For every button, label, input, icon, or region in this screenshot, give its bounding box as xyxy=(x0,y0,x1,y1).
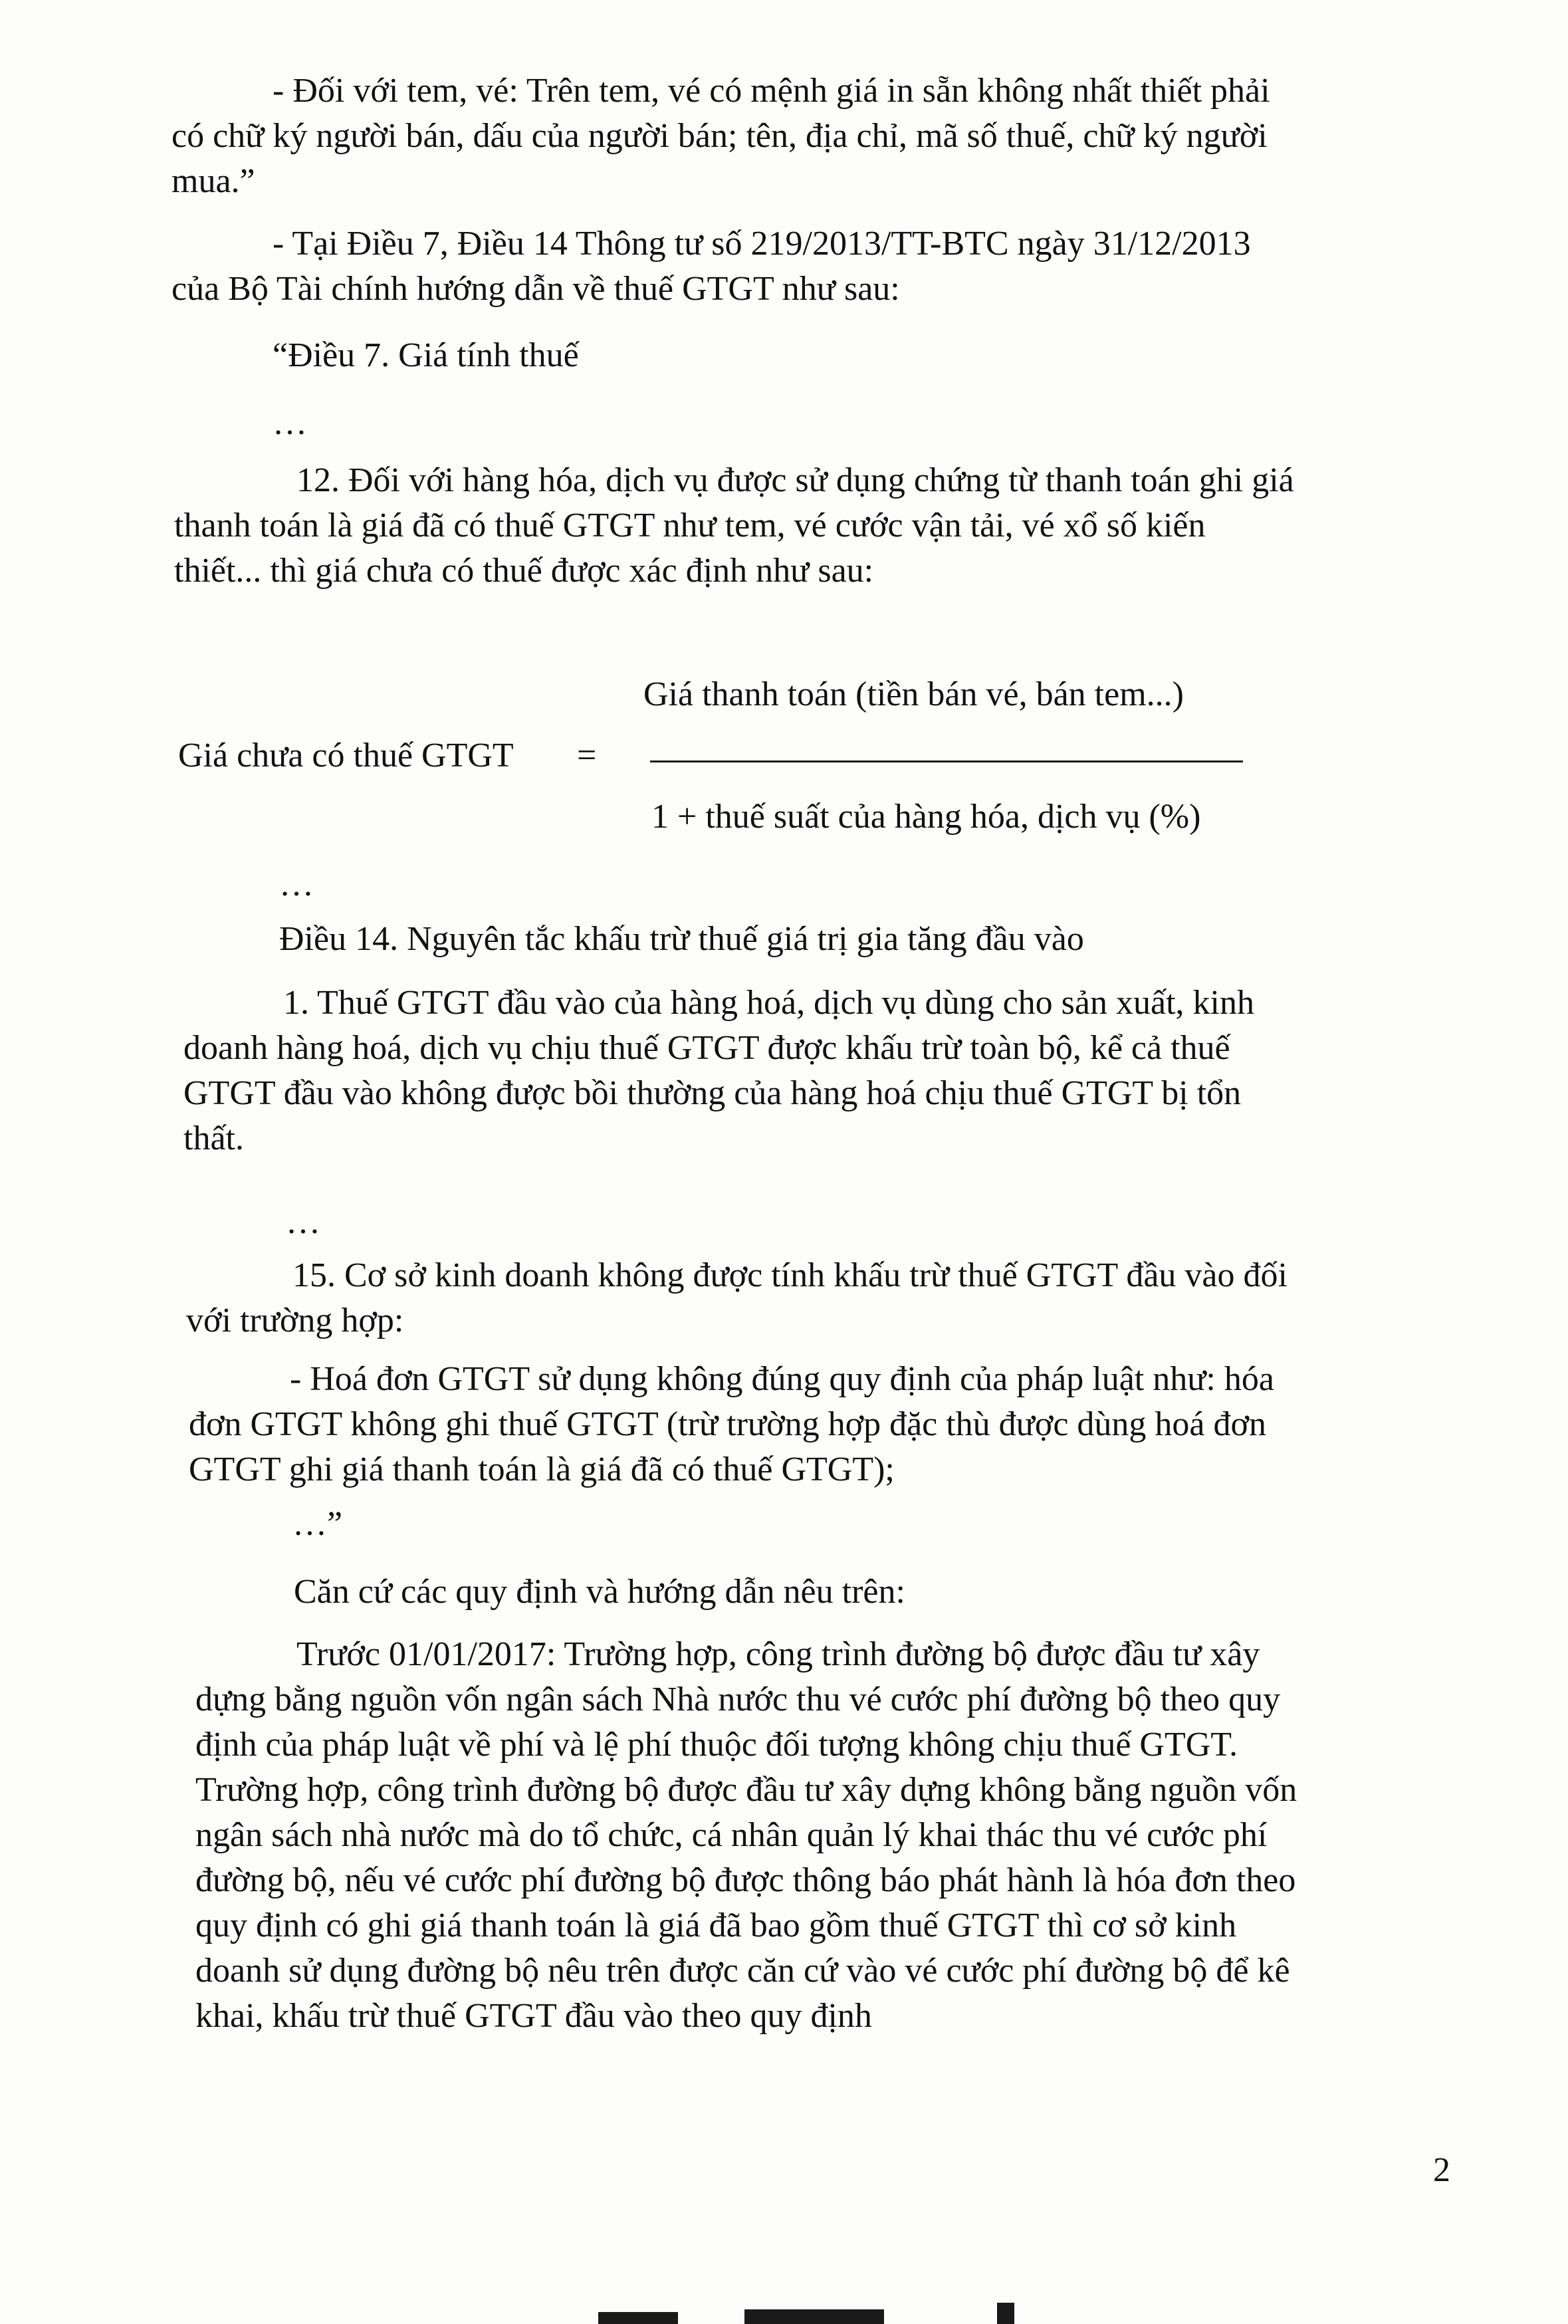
text-line: Trước 01/01/2017: Trường hợp, công trình đường bộ được đầu tư xây xyxy=(296,1635,1260,1673)
fraction-bar xyxy=(650,760,1243,762)
text-line: “Điều 7. Giá tính thuế xyxy=(273,336,579,374)
text-line: Trường hợp, công trình đường bộ được đầu tư xây dựng không bằng nguồn vốn xyxy=(195,1771,1297,1809)
text-line: với trường hợp: xyxy=(186,1302,404,1339)
formula-equals: = xyxy=(577,737,597,774)
text-line: dựng bằng nguồn vốn ngân sách Nhà nước thu vé cước phí đường bộ theo quy xyxy=(195,1681,1281,1718)
text-line: thiết... thì giá chưa có thuế được xác định như sau: xyxy=(174,552,874,590)
ellipsis: … xyxy=(279,866,314,903)
formula-numerator: Giá thanh toán (tiền bán vé, bán tem...) xyxy=(643,675,1184,713)
text-line: đơn GTGT không ghi thuế GTGT (trừ trường hợp đặc thù được dùng hoá đơn xyxy=(189,1405,1267,1443)
text-line: mua.” xyxy=(171,162,255,200)
text-line: - Hoá đơn GTGT sử dụng không đúng quy định của pháp luật như: hóa xyxy=(290,1360,1274,1398)
text-line: có chữ ký người bán, dấu của người bán; tên, địa chỉ, mã số thuế, chữ ký người xyxy=(171,117,1268,155)
text-line: đường bộ, nếu vé cước phí đường bộ được thông báo phát hành là hóa đơn theo xyxy=(195,1861,1296,1899)
ellipsis: … xyxy=(273,404,307,442)
text-line: 1. Thuế GTGT đầu vào của hàng hoá, dịch vụ dùng cho sản xuất, kinh xyxy=(283,984,1254,1022)
text-line: 15. Cơ sở kinh doanh không được tính khấu trừ thuế GTGT đầu vào đối xyxy=(292,1256,1288,1294)
text-line: quy định có ghi giá thanh toán là giá đã bao gồm thuế GTGT thì cơ sở kinh xyxy=(195,1907,1237,1944)
scan-artifact xyxy=(598,2312,678,2324)
text-line: GTGT ghi giá thanh toán là giá đã có thuế GTGT); xyxy=(189,1451,895,1488)
formula-lhs: Giá chưa có thuế GTGT xyxy=(178,737,514,774)
text-line: doanh hàng hoá, dịch vụ chịu thuế GTGT được khấu trừ toàn bộ, kể cả thuế xyxy=(183,1029,1230,1067)
ellipsis: …” xyxy=(292,1505,343,1543)
text-line: khai, khấu trừ thuế GTGT đầu vào theo quy định xyxy=(195,1997,872,2035)
ellipsis: … xyxy=(286,1203,320,1241)
text-line: Điều 14. Nguyên tắc khấu trừ thuế giá trị gia tăng đầu vào xyxy=(279,920,1084,958)
text-line: của Bộ Tài chính hướng dẫn về thuế GTGT như sau: xyxy=(171,270,900,308)
text-line: ngân sách nhà nước mà do tổ chức, cá nhân quản lý khai thác thu vé cước phí xyxy=(195,1816,1268,1854)
scan-artifact xyxy=(997,2303,1014,2324)
text-line: Căn cứ các quy định và hướng dẫn nêu trên: xyxy=(294,1573,905,1611)
formula-denominator: 1 + thuế suất của hàng hóa, dịch vụ (%) xyxy=(651,798,1201,836)
text-line: - Đối với tem, vé: Trên tem, vé có mệnh giá in sẵn không nhất thiết phải xyxy=(273,72,1270,110)
scan-artifact xyxy=(744,2309,884,2324)
text-line: 12. Đối với hàng hóa, dịch vụ được sử dụng chứng từ thanh toán ghi giá xyxy=(296,461,1294,499)
text-line: doanh sử dụng đường bộ nêu trên được căn cứ vào vé cước phí đường bộ để kê xyxy=(195,1952,1290,1990)
text-line: - Tại Điều 7, Điều 14 Thông tư số 219/2013/TT-BTC ngày 31/12/2013 xyxy=(273,225,1251,263)
text-line: GTGT đầu vào không được bồi thường của hàng hoá chịu thuế GTGT bị tổn xyxy=(183,1074,1242,1112)
text-line: thanh toán là giá đã có thuế GTGT như tem, vé cước vận tải, vé xổ số kiến xyxy=(174,507,1206,544)
page-number: 2 xyxy=(1433,2151,1450,2189)
text-line: định của pháp luật về phí và lệ phí thuộc đối tượng không chịu thuế GTGT. xyxy=(195,1726,1238,1764)
text-line: thất. xyxy=(183,1119,244,1157)
